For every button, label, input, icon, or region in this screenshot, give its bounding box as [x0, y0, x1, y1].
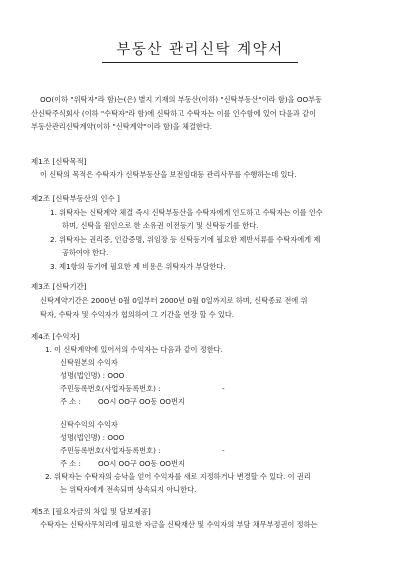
profit-id-dash: -: [222, 446, 225, 455]
article-2-line: 3. 제1항의 등기에 필요한 제 비용은 위탁자가 부담한다.: [50, 262, 226, 271]
profit-id: 주민등록번호(사업자등록번호) :: [60, 446, 161, 455]
article-3-line: 신탁계약기간은 2000년 0월 0일부터 2000년 0월 0일까지로 하며, 신탁종료 전에 위: [40, 296, 308, 305]
article-2-line: 공하여야 한다.: [62, 248, 109, 257]
profit-address-value: OO시 OO구 OO동 OO번지: [98, 459, 185, 468]
principal-address-value: OO시 OO구 OO동 OO번지: [98, 397, 185, 406]
preamble-line: 산신탁주식회사 (이하 "수탁자"라 함)에 신탁하고 수탁자는 이를 인수함에 있어 다음과 같이: [31, 109, 317, 118]
document-title: 부동산 관리신탁 계약서: [116, 42, 284, 58]
principal-id: 주민등록번호(사업자등록번호) :: [60, 384, 161, 393]
principal-id-dash: -: [222, 384, 225, 393]
article-4-item-2-cont: 는 위탁자에게 전속되며 상속되지 아니한다.: [60, 485, 197, 494]
article-1-heading: 제1조 [신탁목적]: [31, 157, 87, 166]
article-2-line: 1. 위탁자는 신탁계약 체결 즉시 신탁부동산을 수탁자에게 인도하고 수탁자는 이를 인수: [50, 208, 323, 217]
profit-beneficiary-title: 신탁수익의 수익자: [60, 420, 118, 429]
article-2-line: 2. 위탁자는 권리증, 인감증명, 위임장 등 신탁등기에 필요한 제반서류를 수탁자에게 제: [50, 235, 321, 244]
article-3-heading: 제3조 [신탁기간]: [31, 282, 87, 291]
article-4-heading: 제4조 [수익자]: [31, 332, 80, 341]
article-4-intro: 1. 이 신탁계약에 있어서의 수익자는 다음과 같이 정한다.: [45, 345, 223, 354]
principal-address-label: 주 소 :: [60, 397, 81, 406]
article-3-line: 탁자, 수탁자 및 수익자가 협의하여 그 기간을 연장 할 수 있다.: [40, 310, 235, 319]
article-2-line: 하며, 신탁을 원인으로 한 소유권 이전등기 및 신탁등기를 한다.: [62, 221, 259, 230]
principal-name: 성명(법인명) : OOO: [60, 371, 125, 380]
profit-name: 성명(법인명) : OOO: [60, 433, 125, 442]
article-5-heading: 제5조 [필요자금의 차입 및 담보제공]: [31, 507, 151, 516]
article-4-item-2: 2. 위탁자는 수탁자의 승낙을 얻어 수익자를 새로 지정하거나 변경할 수 있다. 이 권리: [45, 472, 311, 481]
article-1-text: 이 신탁의 목적은 수탁자가 신탁부동산을 보전임대등 관리사무를 수행하는데 있다.: [40, 170, 297, 179]
principal-beneficiary-title: 신탁원본의 수익자: [60, 358, 118, 367]
profit-address-label: 주 소 :: [60, 459, 81, 468]
preamble-line: 부동산관리신탁계약(이하 "신탁계약"이라 함)을 체결한다.: [31, 122, 213, 131]
article-5-line: 수탁자는 신탁사무처리에 필요한 자금을 신탁재산 및 수익자의 부담 채무부정권이 정하는: [40, 520, 318, 529]
title-underline: [102, 62, 298, 63]
article-2-heading: 제2조 [신탁부동산의 인수 ]: [31, 194, 120, 203]
preamble-line: OO(이하 "위탁자"라 함)는(은) 별지 기재의 부동산(이하) "신탁부동산"이라 함)을 OO부동: [40, 95, 323, 104]
